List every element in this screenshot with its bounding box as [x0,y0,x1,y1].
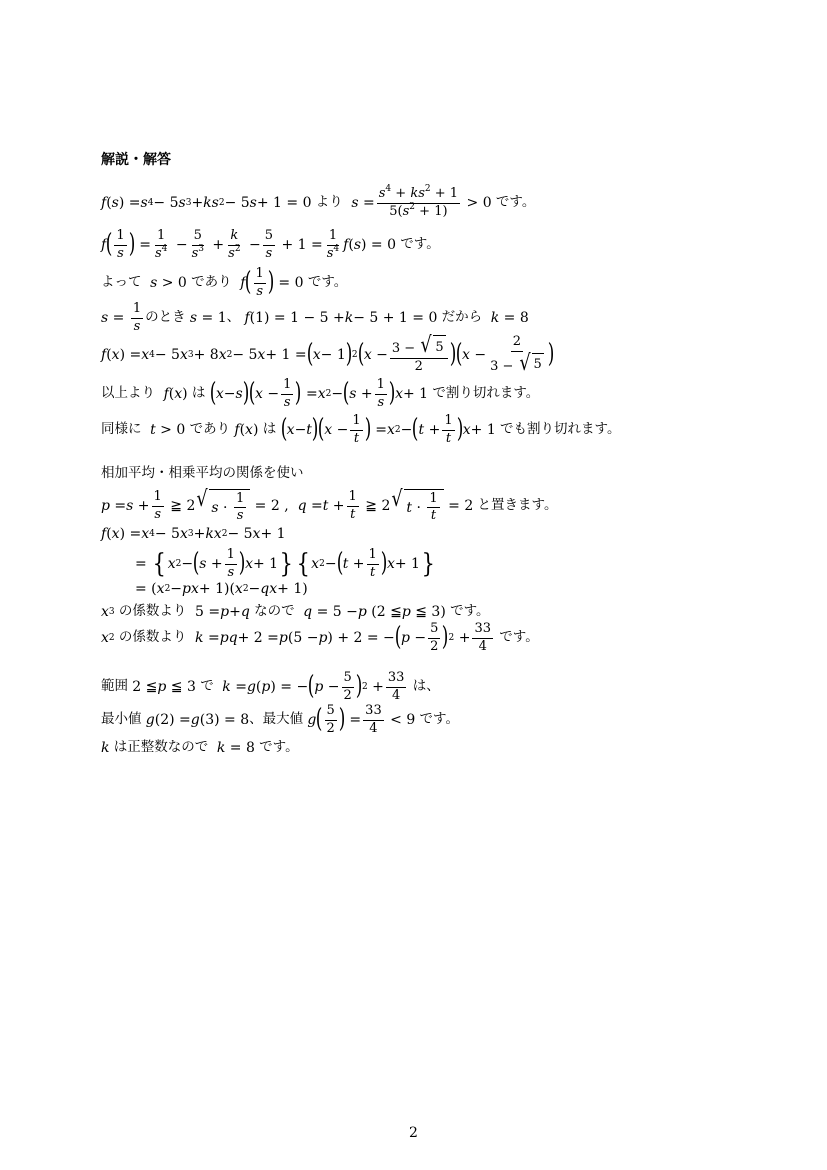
math-line-14: x 2 の係数より k = pq + 2 = p (5 − p ) + 2 = − ( p − $\frac{5}{2}$ ) 2 + $\frac{33}{4}$ です。 [101,621,539,654]
math-line-7: 同様に t > 0 であり f ( x ) は ( x − t ) ( x − $\frac{1}{t}$ ) = x 2 − ( t + $\frac{1}{t}$ ) x + 1 でも割り切れます。 [101,413,621,446]
page-number: 2 [409,1125,418,1141]
math-line-9: p = s + $\frac{1}{s}$ ≧ 2 √ s · $\frac{1}{s}$ = 2 , q = t + $\frac{1}{t}$ ≧ 2 √ t · $\frac{1}{t}$ = 2 と置きます。 [101,486,558,523]
math-line-17: k は正整数なので k = 8 です。 [101,739,299,756]
math-line-10: f ( x ) = x 4 − 5 x 3 + kx 2 − 5 x + 1 [101,526,286,542]
math-line-1: f ( s ) = s 4 − 5 s 3 + ks 2 − 5 s + 1 = 0 より s = $\frac{s^4 + ks^2 + 1}{5(s^2 + 1)}$ > 0 です。 [101,184,536,219]
math-line-8: 相加平均・相乗平均の関係を使い [101,465,304,482]
math-line-13: x 3 の係数より 5 = p + q なので q = 5 − p (2 ≦ p ≦ 3) です。 [101,603,490,620]
math-line-5: f ( x ) = x 4 − 5 x 3 + 8 x 2 − 5 x + 1 = ( x − 1 ) 2 ( x − 3 − √ 5 2 ) ( x − 2 3 − √ 5 ) [101,333,555,376]
math-line-11: = { x 2 − ( s + $\frac{1}{s}$ ) x + 1 } { x 2 − ( t + $\frac{1}{t}$ ) x + 1 } [135,547,435,580]
math-line-4: s = $\frac{1}{s}$ のとき s = 1 、 f (1) = 1 − 5 + k − 5 + 1 = 0 だから k = 8 [101,301,529,334]
heading: 解説・解答 [101,152,171,168]
math-line-16: 最小値 g (2) = g (3) = 8 、最大値 g ( $\frac{5}{2}$ ) = $\frac{33}{4}$ < 9 です。 [101,703,459,736]
math-line-3: よって s > 0 であり f ( $\frac{1}{s}$ ) = 0 です。 [101,266,348,299]
math-line-2: f ( $\frac{1}{s}$ ) = $\frac{1}{s^4}$ − $\frac{5}{s^3}$ + $\frac{k}{s^2}$ − $\frac{5}{s}$ + 1 = $\frac{1}{s^4}$ f ( s ) = 0 です。 [101,228,440,261]
math-line-12: = ( x 2 − px + 1)( x 2 − qx + 1) [135,581,308,597]
math-line-6: 以上より f ( x ) は ( x − s ) ( x − $\frac{1}{s}$ ) = x 2 − ( s + $\frac{1}{s}$ ) x + 1 で割り切れます。 [101,377,540,410]
math-line-15: 範囲 2 ≦ p ≦ 3 で k = g ( p ) = − ( p − $\frac{5}{2}$ ) 2 + $\frac{33}{4}$ は、 [101,670,440,703]
